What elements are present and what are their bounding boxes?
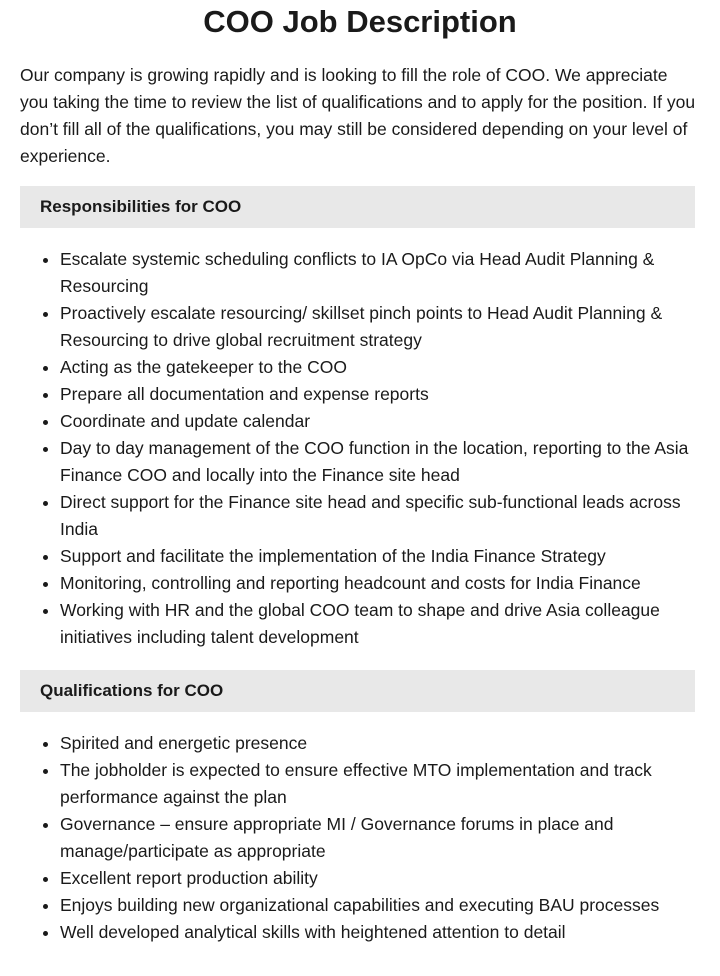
list-item: • Escalate systemic scheduling conflicts to IA OpCo via Head Audit Planning & Resourcing [60, 246, 700, 300]
list-item: • Prepare all documentation and expense reports [60, 381, 700, 408]
list-item: • Coordinate and update calendar [60, 408, 700, 435]
list-item: • Monitoring, controlling and reporting headcount and costs for India Finance [60, 570, 700, 597]
list-item: • Excellent report production ability [60, 865, 700, 892]
list-item: • Well developed analytical skills with heightened attention to detail [60, 919, 700, 946]
list-item: • Support and facilitate the implementation of the India Finance Strategy [60, 543, 700, 570]
list-item: • Working with HR and the global COO team to shape and drive Asia colleague initiatives including talent development [60, 597, 700, 651]
list-item: • Enjoys building new organizational capabilities and executing BAU processes [60, 892, 700, 919]
intro-paragraph: Our company is growing rapidly and is looking to fill the role of COO. We appreciate you taking the time to review the list of qualifications and to apply for the position. If you don’t fill all of the qualifications, you may still be considered depending on your level of experience. [20, 65, 696, 166]
list-item: • Direct support for the Finance site head and specific sub-functional leads across India [60, 489, 700, 543]
page-title: COO Job Description [203, 4, 517, 39]
list-item: • Acting as the gatekeeper to the COO [60, 354, 700, 381]
list-item: • Spirited and energetic presence [60, 730, 700, 757]
responsibilities-heading: Responsibilities for COO [20, 186, 695, 228]
responsibilities-list [20, 246, 700, 651]
qualifications-list [20, 730, 700, 946]
list-item: • Proactively escalate resourcing/ skillset pinch points to Head Audit Planning & Resourcing to drive global recruitment strategy [60, 300, 700, 354]
qualifications-heading: Qualifications for COO [20, 670, 695, 712]
list-item: • Day to day management of the COO function in the location, reporting to the Asia Finance COO and locally into the Finance site head [60, 435, 700, 489]
list-item: • The jobholder is expected to ensure effective MTO implementation and track performance against the plan [60, 757, 700, 811]
list-item: • Governance – ensure appropriate MI / Governance forums in place and manage/participate as appropriate [60, 811, 700, 865]
